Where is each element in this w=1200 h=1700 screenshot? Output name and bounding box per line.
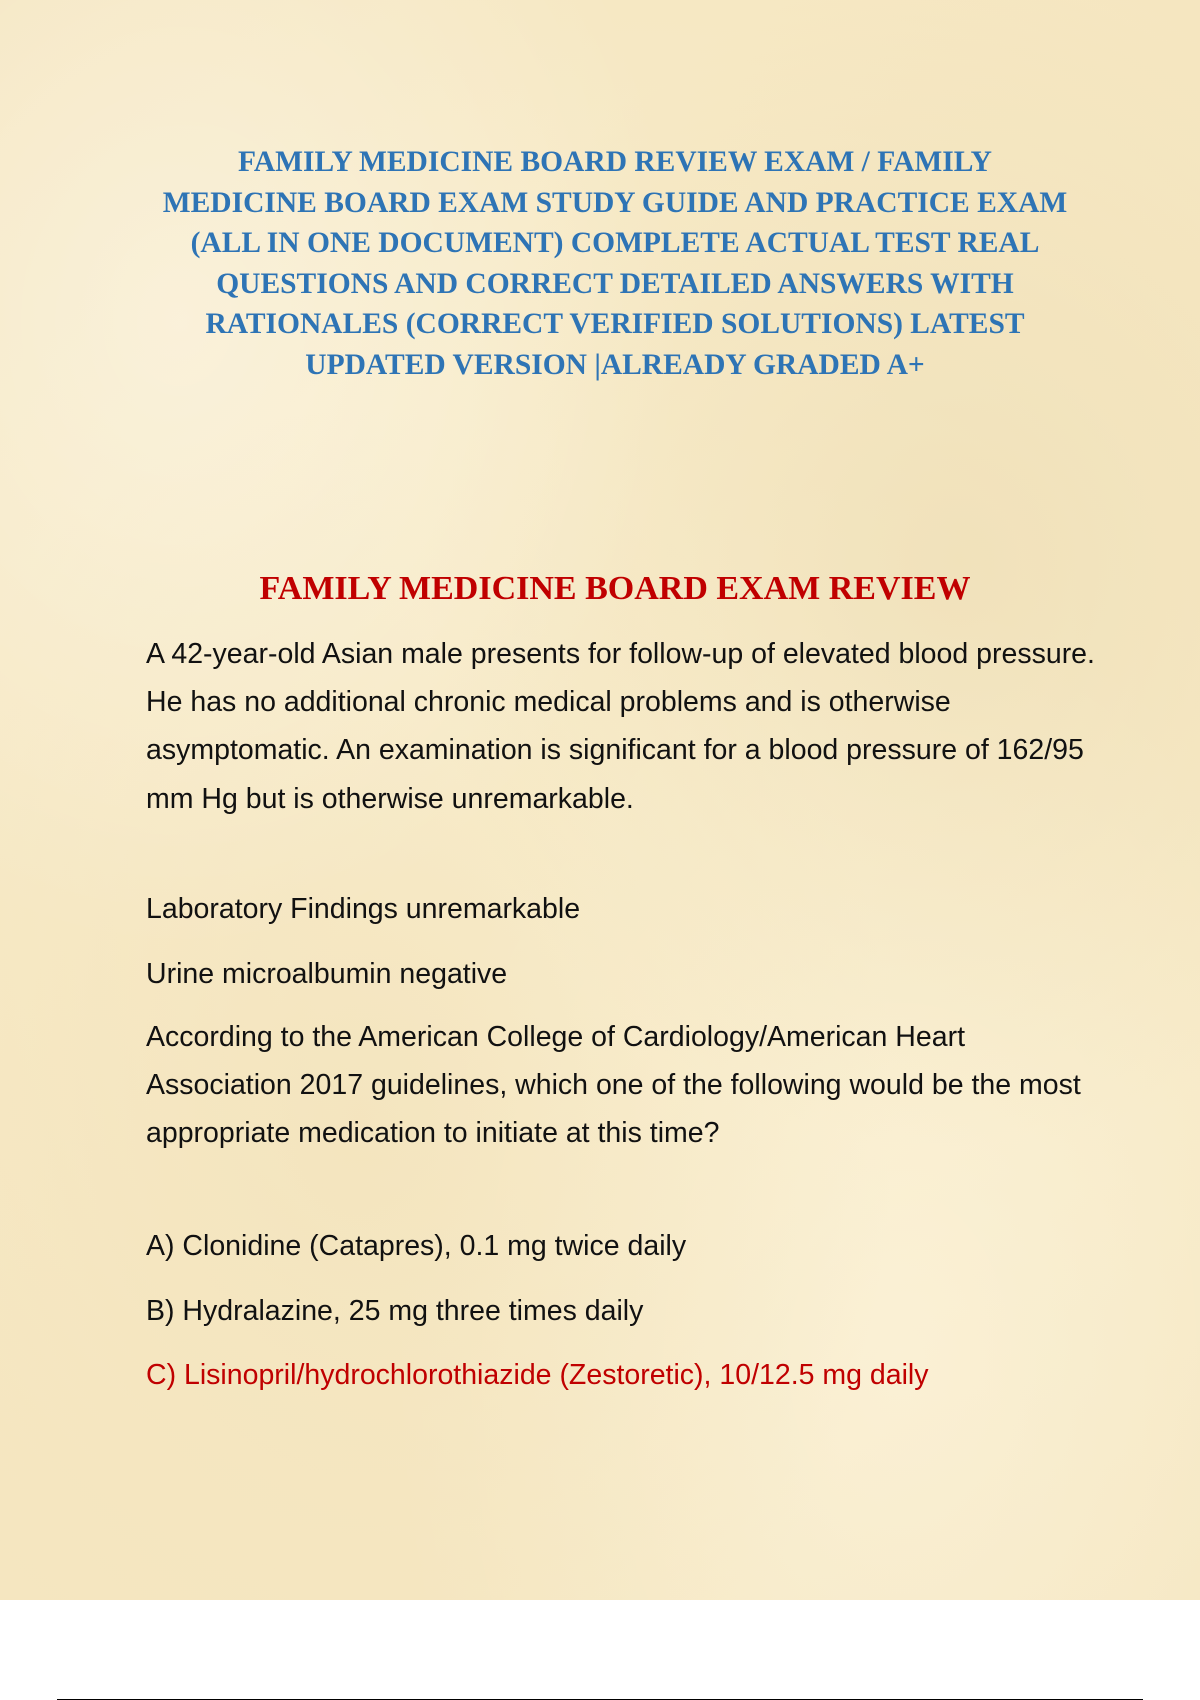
- urine-finding: Urine microalbumin negative: [146, 958, 508, 990]
- question-stem: A 42-year-old Asian male presents for follow-up of elevated blood pressure. He has no additional chronic medical problems and is otherwise asymptomatic. An examination is significant for a blood pressure of 162/95 mm Hg but is otherwise unremarkable.: [146, 638, 1095, 815]
- question-prompt: According to the American College of Cardiology/American Heart Association 2017 guidelines, which one of the following would be the most appropriate medication to initiate at this time?: [146, 1021, 1081, 1150]
- lab-findings: Laboratory Findings unremarkable: [146, 893, 581, 925]
- answer-option-b: B) Hydralazine, 25 mg three times daily: [146, 1295, 644, 1327]
- answer-option-a: A) Clonidine (Catapres), 0.1 mg twice daily: [146, 1230, 687, 1262]
- answer-option-c-correct: C) Lisinopril/hydrochlorothiazide (Zestoretic), 10/12.5 mg daily: [146, 1359, 929, 1391]
- section-heading: FAMILY MEDICINE BOARD EXAM REVIEW: [259, 570, 971, 607]
- document-title: FAMILY MEDICINE BOARD REVIEW EXAM / FAMILY MEDICINE BOARD EXAM STUDY GUIDE AND PRACTICE EXAM (ALL IN ONE DOCUMENT) COMPLETE ACTUAL TEST REAL QUESTIONS AND CORRECT DETAILED ANSWERS WITH RATIONALES (CORRECT VERIFIED SOLUTIONS) LATEST UPDATED VERSION |ALREADY GRADED A+: [162, 146, 1068, 381]
